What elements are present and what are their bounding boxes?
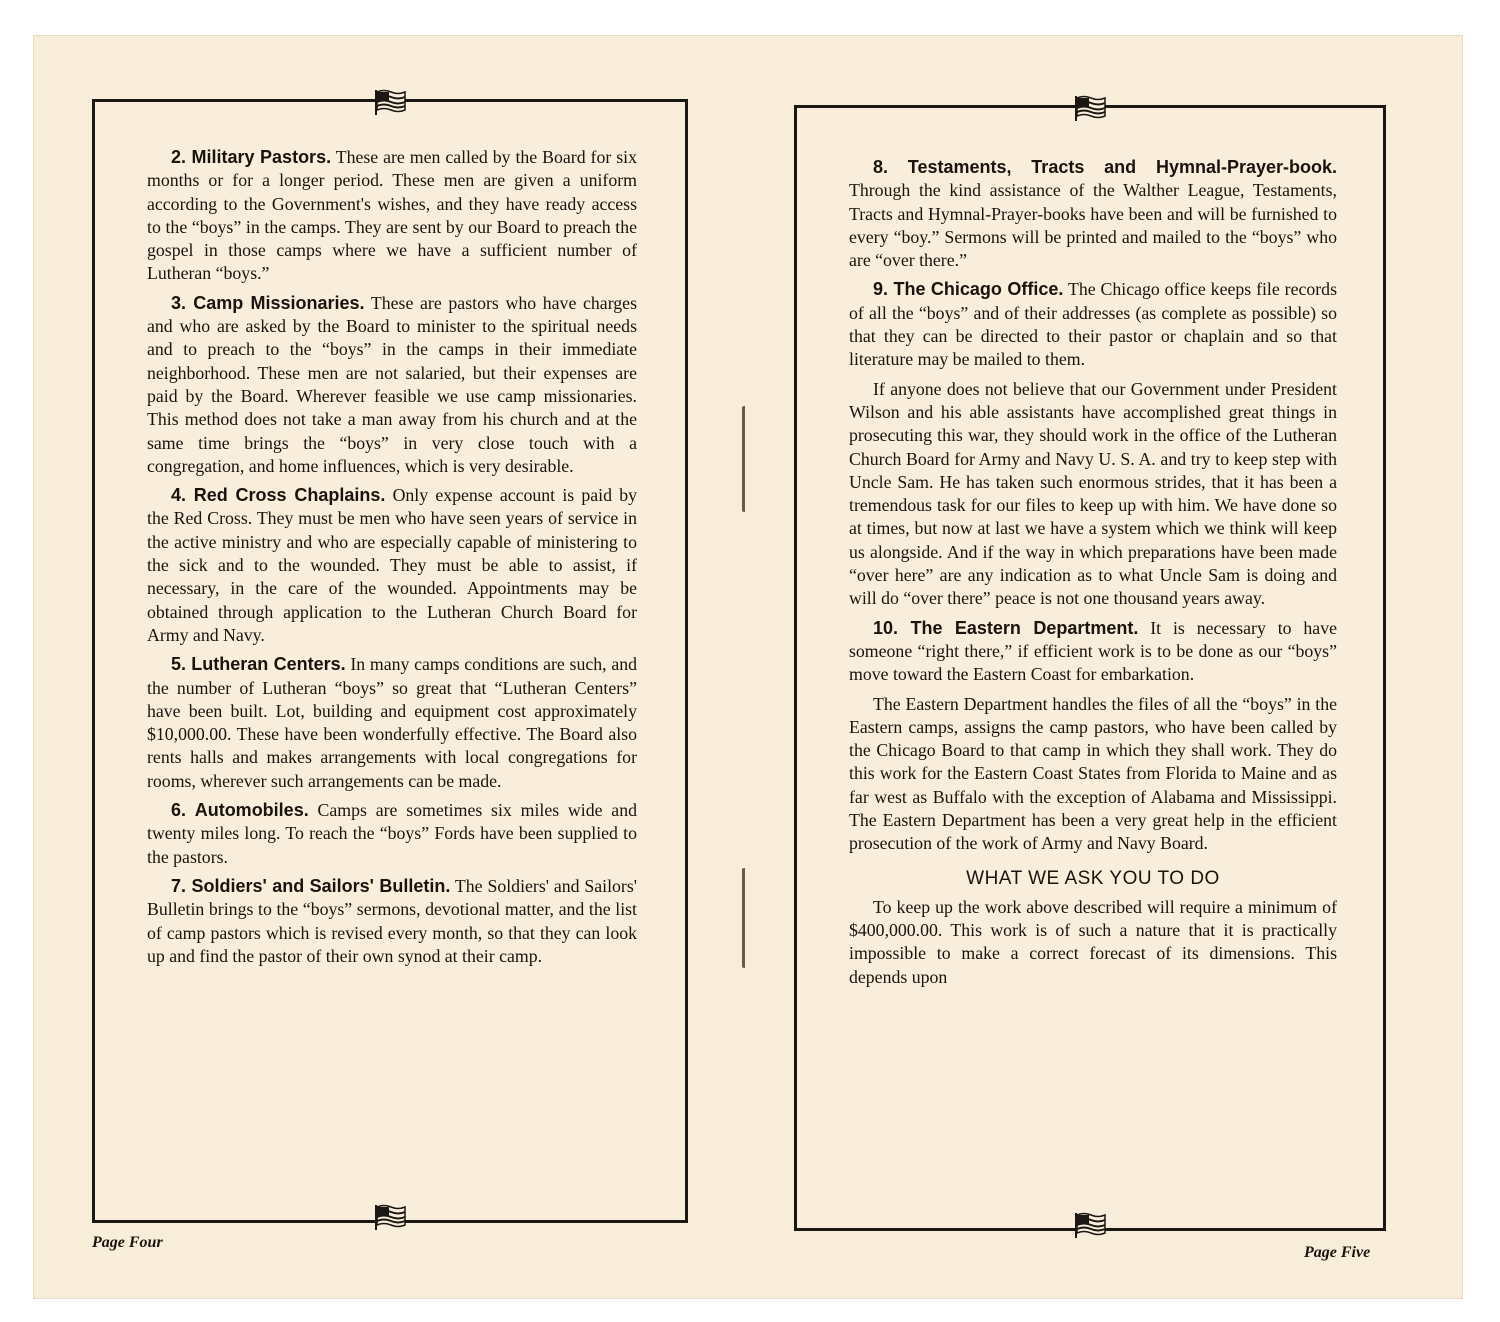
- staple-bottom: [742, 868, 754, 968]
- paragraph-camp-missionaries: 3. Camp Missionaries. These are pastors who have charges and who are asked by the Board to minister to the spiritual needs and to preach to the “boys” in the camps in their immediate neighborhood. These men are not salaried, but their expenses are paid by the Board. Wherever feasible we use camp missionaries. This method does not take a man away from his church and at the same time brings the “boys” in very close touch with a congregation, and home influences, which is very desirable.: [147, 292, 637, 476]
- paragraph-military-pastors: 2. Military Pastors. These are men called by the Board for six months or for a longer period. These men are given a uniform according to the Government's wishes, and they have ready access to the “boys” in the camps. They are sent by our Board to preach the gospel in those camps where we have a sufficient number of Lutheran “boys.”: [147, 147, 637, 284]
- paragraph-closing: To keep up the work above described will require a minimum of $400,000.00. This work is of such a nature that it is practically impossible to make a correct forecast of its dimensions. This depends upon: [849, 896, 1337, 987]
- american-flag-icon: [374, 1203, 408, 1231]
- paragraph-testaments: 8. Testaments, Tracts and Hymnal-Prayer-book. Through the kind assistance of the Walther League, Testaments, Tracts and Hymnal-Prayer-books have been and will be furnished to every “boy.” Sermons will be printed and mailed to the “boys” who are “over there.”: [849, 157, 1337, 271]
- staple-top: [742, 406, 754, 512]
- paragraph-lutheran-centers: 5. Lutheran Centers. In many camps conditions are such, and the number of Lutheran “boys” so great that “Lutheran Centers” have been built. Lot, building and equipment cost approximately $10,000.00. These have been wonderfully effective. The Board also rents halls and makes arrangements with local congregations for rooms, wherever such arrangements can be made.: [147, 654, 637, 791]
- american-flag-icon: [1074, 1211, 1108, 1239]
- page-number-right: Page Five: [1304, 1244, 1371, 1261]
- paragraph-government: If anyone does not believe that our Government under President Wilson and his able assistants have accomplished great things in prosecuting this war, they should work in the office of the Lutheran Church Board for Army and Navy U. S. A. and try to keep step with Uncle Sam. He has taken such enormous strides, that it has been a tremendous task for our files to keep up with him. We have done so at times, but now at last we have a system which we think will keep us alongside. And if the way in which preparations have been made “over here” are any indication as to what Uncle Sam is doing and will do “over there” peace is not one thousand years away.: [849, 378, 1337, 609]
- paragraph-chicago-office: 9. The Chicago Office. The Chicago office keeps file records of all the “boys” and of their addresses (as complete as possible) so that they can be directed to their pastor or chaplain and so that literature may be mailed to them.: [849, 279, 1337, 370]
- paragraph-eastern-files: The Eastern Department handles the files of all the “boys” in the Eastern camps, assigns the camp pastors, who have been called by the Chicago Board to that camp in which they shall work. They do this work for the Eastern Coast States from Florida to Maine and as far west as Buffalo with the exception of Alabama and Mississippi. The Eastern Department has been a very great help in the efficient prosecution of the work of Army and Navy Board.: [849, 693, 1337, 854]
- page-number-left: Page Four: [92, 1234, 163, 1251]
- section-title: WHAT WE ASK YOU TO DO: [966, 867, 1220, 889]
- paragraph-red-cross-chaplains: 4. Red Cross Chaplains. Only expense account is paid by the Red Cross. They must be men who have seen years of service in the active ministry and who are especially capable of ministering to the sick and to the wounded. They must be able to assist, if necessary, in the care of the wounded. Appointments may be obtained through application to the Lutheran Church Board for Army and Navy.: [147, 485, 637, 645]
- right-page-frame: [794, 105, 1386, 1231]
- left-page-frame: [92, 99, 688, 1223]
- american-flag-icon: [1074, 94, 1108, 122]
- american-flag-icon: [374, 88, 408, 116]
- left-page-content: [147, 146, 637, 974]
- paragraph-bulletin: 7. Soldiers' and Sailors' Bulletin. The Soldiers' and Sailors' Bulletin brings to the “boys” sermons, devotional matter, and the list of camp pastors which is revised every month, so that they can look up and find the pastor of their own synod at their camp.: [147, 875, 637, 966]
- paragraph-eastern-department: 10. The Eastern Department. It is necessary to have someone “right there,” if efficient work is to be done as our “boys” move toward the Eastern Coast for embarkation.: [849, 617, 1337, 685]
- paragraph-automobiles: 6. Automobiles. Camps are sometimes six miles wide and twenty miles long. To reach the “boys” Fords have been supplied to the pastors.: [147, 800, 637, 867]
- right-page-content: [849, 156, 1337, 995]
